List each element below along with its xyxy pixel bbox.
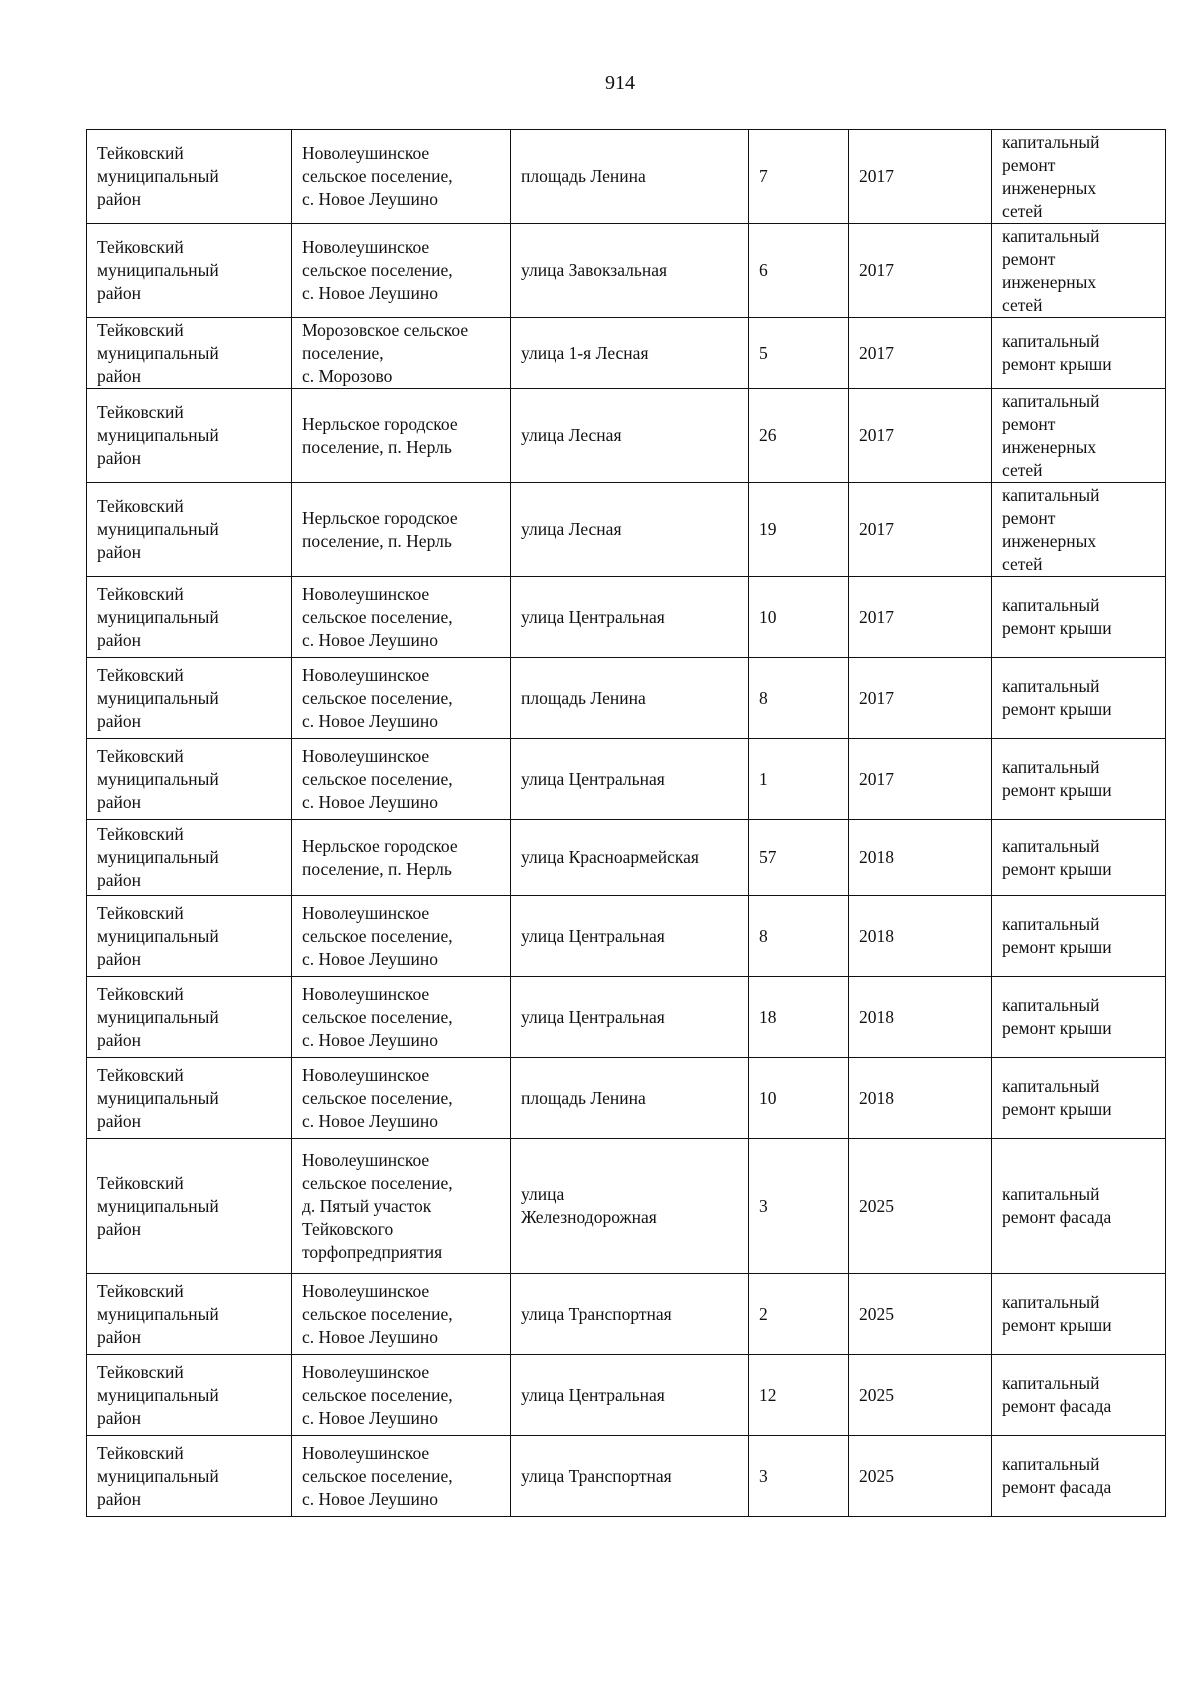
cell-street: улица Лесная [511,483,749,577]
cell-house-number: 8 [749,896,849,977]
cell-year: 2025 [849,1274,992,1355]
table-row [87,1274,1166,1355]
cell-street: улица Центральная [511,739,749,820]
cell-work-type: капитальный ремонт крыши [992,658,1166,739]
cell-settlement: Новолеушинское сельское поселение, д. Пятый участок Тейковского торфопредприятия [292,1139,511,1274]
housing-repair-table [86,129,1166,1517]
table-row [87,1436,1166,1517]
cell-street: улица 1-я Лесная [511,318,749,389]
cell-house-number: 10 [749,577,849,658]
cell-settlement: Нерльское городское поселение, п. Нерль [292,483,511,577]
cell-settlement: Новолеушинское сельское поселение, с. Новое Леушино [292,658,511,739]
cell-settlement: Новолеушинское сельское поселение, с. Новое Леушино [292,130,511,224]
cell-work-type: капитальный ремонт крыши [992,739,1166,820]
cell-district: Тейковский муниципальный район [87,318,292,389]
cell-district: Тейковский муниципальный район [87,224,292,318]
cell-year: 2018 [849,820,992,896]
table-row [87,1139,1166,1274]
cell-house-number: 8 [749,658,849,739]
cell-district: Тейковский муниципальный район [87,577,292,658]
cell-year: 2017 [849,389,992,483]
cell-settlement: Новолеушинское сельское поселение, с. Новое Леушино [292,1058,511,1139]
cell-district: Тейковский муниципальный район [87,130,292,224]
cell-settlement: Новолеушинское сельское поселение, с. Новое Леушино [292,577,511,658]
cell-year: 2018 [849,977,992,1058]
cell-year: 2025 [849,1139,992,1274]
cell-work-type: капитальный ремонт инженерных сетей [992,389,1166,483]
cell-work-type: капитальный ремонт фасада [992,1355,1166,1436]
cell-house-number: 19 [749,483,849,577]
cell-street: улица Центральная [511,577,749,658]
table-row [87,389,1166,483]
table-row [87,1058,1166,1139]
table-row [87,130,1166,224]
page-number: 914 [605,72,635,94]
cell-house-number: 12 [749,1355,849,1436]
cell-street: улица Центральная [511,1355,749,1436]
cell-house-number: 3 [749,1139,849,1274]
table-body [87,130,1166,1517]
cell-settlement: Морозовское сельское поселение, с. Морозово [292,318,511,389]
cell-house-number: 6 [749,224,849,318]
cell-house-number: 5 [749,318,849,389]
cell-work-type: капитальный ремонт крыши [992,1058,1166,1139]
cell-settlement: Новолеушинское сельское поселение, с. Новое Леушино [292,977,511,1058]
cell-work-type: капитальный ремонт инженерных сетей [992,483,1166,577]
cell-district: Тейковский муниципальный район [87,1274,292,1355]
cell-street: улица Красноармейская [511,820,749,896]
cell-settlement: Новолеушинское сельское поселение, с. Новое Леушино [292,1436,511,1517]
cell-street: улица Транспортная [511,1436,749,1517]
cell-settlement: Новолеушинское сельское поселение, с. Новое Леушино [292,1355,511,1436]
cell-district: Тейковский муниципальный район [87,1436,292,1517]
cell-year: 2017 [849,577,992,658]
cell-work-type: капитальный ремонт крыши [992,977,1166,1058]
cell-house-number: 7 [749,130,849,224]
cell-district: Тейковский муниципальный район [87,1058,292,1139]
cell-year: 2025 [849,1436,992,1517]
cell-work-type: капитальный ремонт фасада [992,1436,1166,1517]
table-row [87,577,1166,658]
cell-settlement: Нерльское городское поселение, п. Нерль [292,820,511,896]
cell-district: Тейковский муниципальный район [87,820,292,896]
cell-year: 2017 [849,318,992,389]
cell-district: Тейковский муниципальный район [87,977,292,1058]
cell-street: улица Лесная [511,389,749,483]
cell-district: Тейковский муниципальный район [87,1139,292,1274]
cell-year: 2017 [849,658,992,739]
cell-settlement: Нерльское городское поселение, п. Нерль [292,389,511,483]
cell-work-type: капитальный ремонт крыши [992,820,1166,896]
cell-street: улица Железнодорожная [511,1139,749,1274]
cell-work-type: капитальный ремонт инженерных сетей [992,224,1166,318]
cell-house-number: 3 [749,1436,849,1517]
cell-year: 2017 [849,483,992,577]
cell-year: 2017 [849,739,992,820]
cell-street: улица Центральная [511,977,749,1058]
cell-settlement: Новолеушинское сельское поселение, с. Новое Леушино [292,224,511,318]
cell-street: площадь Ленина [511,130,749,224]
table-row [87,658,1166,739]
cell-settlement: Новолеушинское сельское поселение, с. Новое Леушино [292,896,511,977]
cell-house-number: 18 [749,977,849,1058]
cell-street: улица Транспортная [511,1274,749,1355]
cell-work-type: капитальный ремонт инженерных сетей [992,130,1166,224]
cell-work-type: капитальный ремонт крыши [992,896,1166,977]
cell-district: Тейковский муниципальный район [87,739,292,820]
cell-house-number: 2 [749,1274,849,1355]
table-row [87,896,1166,977]
cell-district: Тейковский муниципальный район [87,896,292,977]
cell-settlement: Новолеушинское сельское поселение, с. Новое Леушино [292,1274,511,1355]
cell-district: Тейковский муниципальный район [87,483,292,577]
table-row [87,739,1166,820]
cell-house-number: 1 [749,739,849,820]
cell-work-type: капитальный ремонт крыши [992,577,1166,658]
table-row [87,318,1166,389]
cell-street: улица Завокзальная [511,224,749,318]
cell-year: 2025 [849,1355,992,1436]
cell-house-number: 26 [749,389,849,483]
cell-house-number: 57 [749,820,849,896]
cell-house-number: 10 [749,1058,849,1139]
cell-work-type: капитальный ремонт крыши [992,1274,1166,1355]
table-row [87,483,1166,577]
cell-district: Тейковский муниципальный район [87,1355,292,1436]
cell-street: площадь Ленина [511,1058,749,1139]
cell-work-type: капитальный ремонт крыши [992,318,1166,389]
cell-year: 2018 [849,896,992,977]
cell-year: 2017 [849,224,992,318]
cell-district: Тейковский муниципальный район [87,658,292,739]
cell-district: Тейковский муниципальный район [87,389,292,483]
cell-year: 2018 [849,1058,992,1139]
cell-year: 2017 [849,130,992,224]
table-row [87,820,1166,896]
table-row [87,224,1166,318]
cell-settlement: Новолеушинское сельское поселение, с. Новое Леушино [292,739,511,820]
table-row [87,977,1166,1058]
cell-street: улица Центральная [511,896,749,977]
table-row [87,1355,1166,1436]
cell-work-type: капитальный ремонт фасада [992,1139,1166,1274]
cell-street: площадь Ленина [511,658,749,739]
